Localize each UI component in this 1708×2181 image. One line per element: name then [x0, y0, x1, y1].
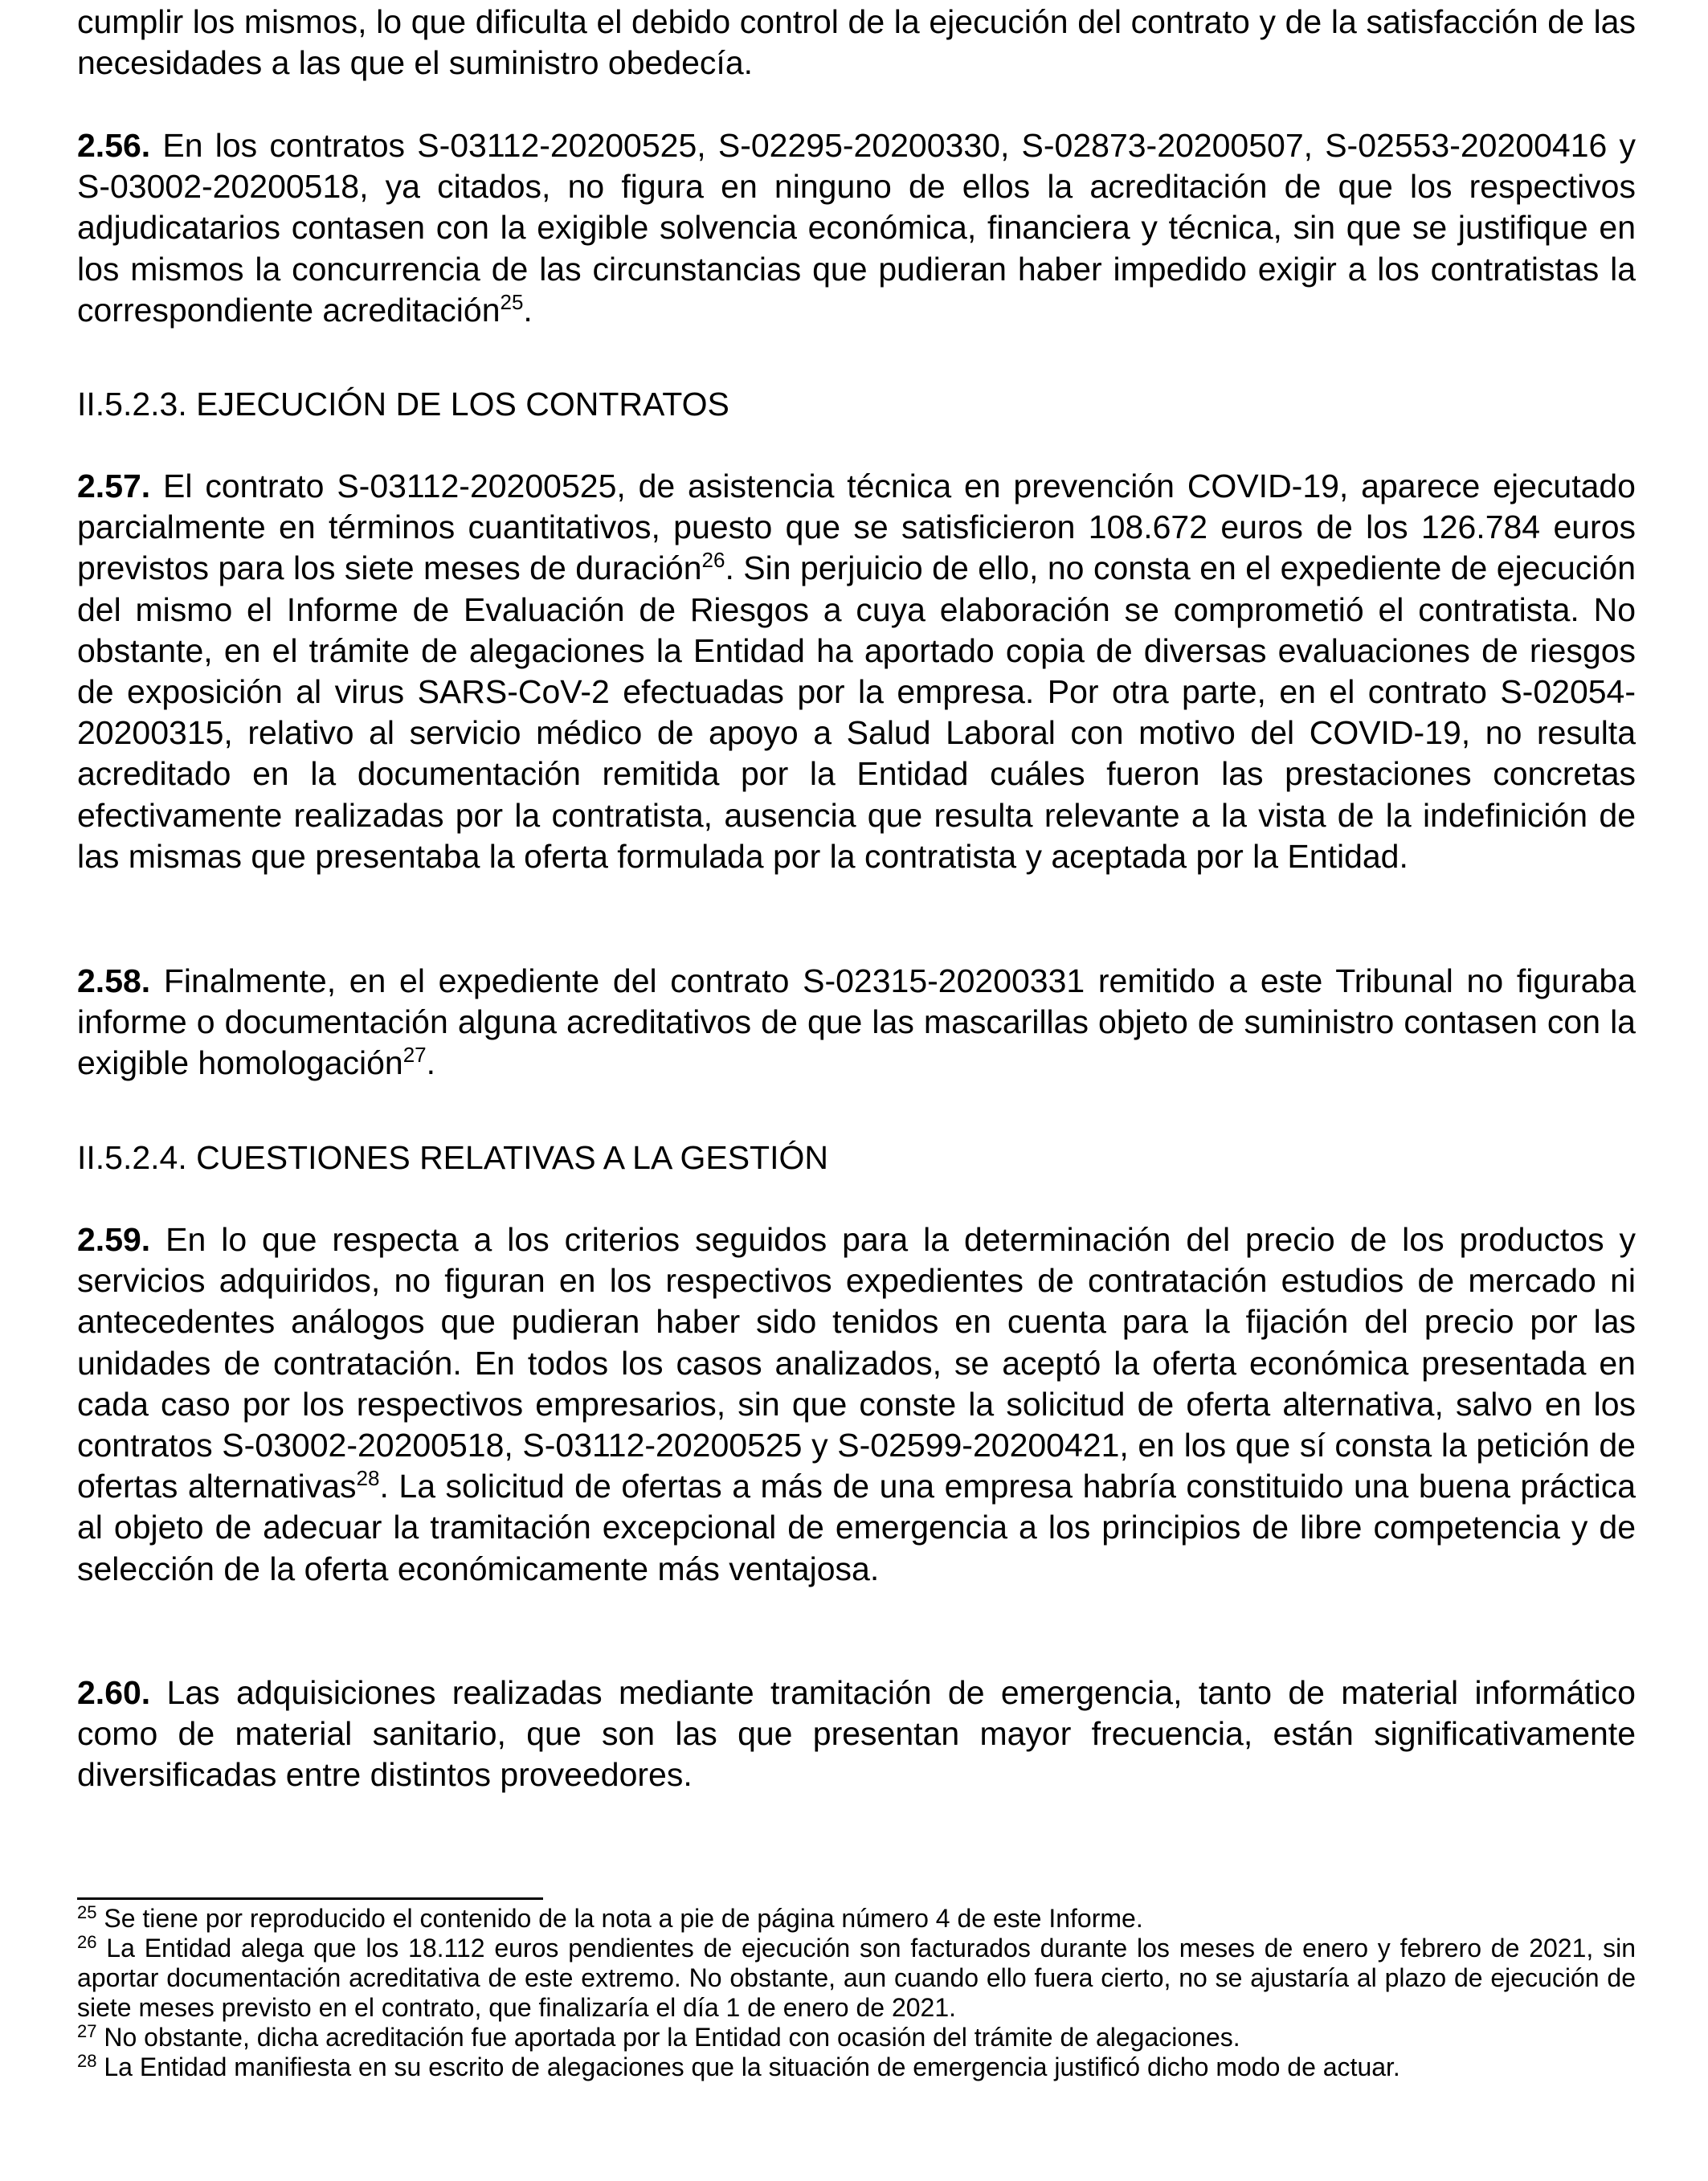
paragraph-number: 2.60.	[77, 1674, 151, 1711]
footnote-text: No obstante, dicha acreditación fue aportada por la Entidad con ocasión del trámite de alegaciones.	[96, 2023, 1240, 2052]
footnote-number: 27	[77, 2021, 97, 2041]
paragraph-text: cumplir los mismos, lo que dificulta el debido control de la ejecución del contrato y de la satisfacción de las necesidades a las que el suministro obedecía.	[77, 3, 1636, 82]
paragraph-text: Las adquisiciones realizadas mediante tramitación de emergencia, tanto de material informático como de material sanitario, que son las que presentan mayor frecuencia, están significativamente diversificadas entre distintos proveedores.	[77, 1674, 1636, 1794]
footnote-reference: 25	[500, 289, 524, 314]
paragraph-number: 2.56.	[77, 127, 151, 164]
paragraph-text: En los contratos S-03112-20200525, S-02295-20200330, S-02873-20200507, S-02553-20200416 y S-03002-20200518, ya citados, no figura en ninguno de ellos la acreditación de que los respectivos adjudicatarios contasen con la exigible solvencia económica, financiera y técnica, sin que se justifique en los mismos la concurrencia de las circunstancias que pudieran haber impedido exigir a los contratistas la correspondiente acreditación	[77, 127, 1636, 329]
footnote-reference: 27	[402, 1043, 427, 1068]
paragraph-end: .	[426, 1044, 436, 1082]
paragraph-number: 2.58.	[77, 962, 151, 999]
footnote-text: La Entidad manifiesta en su escrito de alegaciones que la situación de emergencia justificó dicho modo de actuar.	[96, 2052, 1400, 2081]
footnote-27	[77, 2023, 1636, 2052]
paragraph-text-continued: . Sin perjuicio de ello, no consta en el expediente de ejecución del mismo el Informe de Evaluación de Riesgos a cuya elaboración se comprometió el contratista. No obstante, en el trámite de alegaciones la Entidad ha aportado copia de diversas evaluaciones de riesgos de exposición al virus SARS-CoV-2 efectuadas por la empresa. Por otra parte, en el contrato S-02054-20200315, relativo al servicio médico de apoyo a Salud Laboral con motivo del COVID-19, no resulta acreditado en la documentación remitida por la Entidad cuáles fueron las prestaciones concretas efectivamente realizadas por la contratista, ausencia que resulta relevante a la vista de la indefinición de las mismas que presentaba la oferta formulada por la contratista y aceptada por la Entidad.	[77, 549, 1636, 875]
footnote-reference: 28	[356, 1466, 380, 1491]
paragraph-2-59	[77, 1219, 1636, 1590]
footnote-separator	[77, 1897, 543, 1900]
paragraph-text-continued: . La solicitud de ofertas a más de una empresa habría constituido una buena práctica al objeto de adecuar la tramitación excepcional de emergencia a los principios de libre competencia y de selección de la oferta económicamente más ventajosa.	[77, 1468, 1636, 1587]
paragraph-text: En lo que respecta a los criterios seguidos para la determinación del precio de los productos y servicios adquiridos, no figuran en los respectivos expedientes de contratación estudios de mercado ni antecedentes análogos que pudieran haber sido tenidos en cuenta para la fijación del precio por las unidades de contratación. En todos los casos analizados, se aceptó la oferta económica presentada en cada caso por los respectivos empresarios, sin que conste la solicitud de oferta alternativa, salvo en los contratos S-03002-20200518, S-03112-20200525 y S-02599-20200421, en los que sí consta la petición de ofertas alternativas	[77, 1221, 1636, 1505]
footnote-number: 26	[77, 1932, 97, 1952]
paragraph-2-58	[77, 961, 1636, 1084]
footnote-text: La Entidad alega que los 18.112 euros pendientes de ejecución son facturados durante los meses de enero y febrero de 2021, sin aportar documentación acreditativa de este extremo. No obstante, aun cuando ello fuera cierto, no se ajustaría al plazo de ejecución de siete meses previsto en el contrato, que finalizaría el día 1 de enero de 2021.	[77, 1934, 1636, 2022]
paragraph-2-57	[77, 466, 1636, 877]
section-heading-ejecucion: II.5.2.3. EJECUCIÓN DE LOS CONTRATOS	[77, 386, 729, 423]
footnote-text: Se tiene por reproducido el contenido de la nota a pie de página número 4 de este Informe.	[96, 1904, 1143, 1933]
footnote-28	[77, 2052, 1636, 2082]
paragraph-end: .	[523, 291, 533, 329]
section-heading-gestion: II.5.2.4. CUESTIONES RELATIVAS A LA GESTIÓN	[77, 1139, 828, 1176]
footnote-25	[77, 1904, 1636, 1934]
paragraph-text: Finalmente, en el expediente del contrato S-02315-20200331 remitido a este Tribunal no figuraba informe o documentación alguna acreditativos de que las mascarillas objeto de suministro contasen con la exigible homologación	[77, 962, 1636, 1082]
paragraph-number: 2.57.	[77, 468, 151, 504]
footnote-reference: 26	[701, 548, 725, 573]
footnote-number: 28	[77, 2051, 97, 2071]
footnotes	[77, 1904, 1636, 2082]
paragraph-2-56	[77, 125, 1636, 331]
paragraph-number: 2.59.	[77, 1221, 151, 1258]
footnote-26	[77, 1934, 1636, 2023]
paragraph-2-60	[77, 1673, 1636, 1796]
footnote-number: 25	[77, 1902, 97, 1922]
paragraph-text: El contrato S-03112-20200525, de asistencia técnica en prevención COVID-19, aparece ejecutado parcialmente en términos cuantitativos, puesto que se satisficieron 108.672 euros de los 126.784 euros previstos para los siete meses de duración	[77, 468, 1636, 587]
paragraph-continuation	[77, 2, 1636, 84]
